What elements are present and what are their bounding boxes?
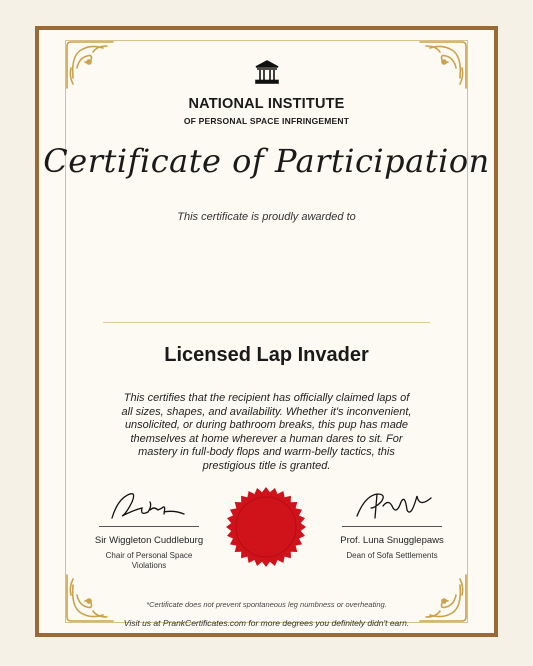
signatory-role: Dean of Sofa Settlements	[346, 551, 438, 560]
signature-block-right	[332, 488, 452, 561]
signature-icon	[347, 488, 437, 524]
footer-visit-line: Visit us at PrankCertificates.com for more degrees you definitely didn't earn.	[123, 618, 410, 628]
signature-line	[99, 526, 199, 527]
footer-disclaimer: *Certificate does not prevent spontaneous leg numbness or overheating.	[146, 600, 387, 609]
signatory-name: Prof. Luna Snugglepaws	[340, 535, 444, 546]
signatory-role: Chair of Personal Space Violations	[105, 551, 193, 570]
signature-block-left	[89, 488, 209, 571]
institution-building-icon	[253, 58, 281, 86]
corner-ornament-icon	[63, 571, 117, 625]
certificate-body: This certifies that the recipient has officially claimed laps of all sizes, shapes, and availability. Whether it's inconvenient, unsolicited, or during bathroom breaks, this pup has made themselves at home wherever a human dares to sit. For mastery in full-body flops and warm-belly tactics, this prestigious title is granted.	[121, 392, 412, 472]
wax-seal-icon	[225, 486, 307, 568]
certificate	[35, 26, 498, 637]
certificate-title: Certificate of Participation	[43, 142, 490, 180]
corner-ornament-icon	[63, 38, 117, 92]
corner-ornament-icon	[416, 38, 470, 92]
signature-icon	[104, 488, 194, 524]
signature-line	[342, 526, 442, 527]
corner-ornament-icon	[416, 571, 470, 625]
institution-name: NATIONAL INSTITUTE	[188, 96, 345, 112]
awarded-line: This certificate is proudly awarded to	[177, 211, 356, 223]
recipient-title: Licensed Lap Invader	[164, 344, 369, 366]
recipient-name-line	[103, 322, 430, 323]
signatory-name: Sir Wiggleton Cuddleburg	[94, 535, 204, 546]
institution-subtitle: OF PERSONAL SPACE INFRINGEMENT	[183, 116, 350, 126]
